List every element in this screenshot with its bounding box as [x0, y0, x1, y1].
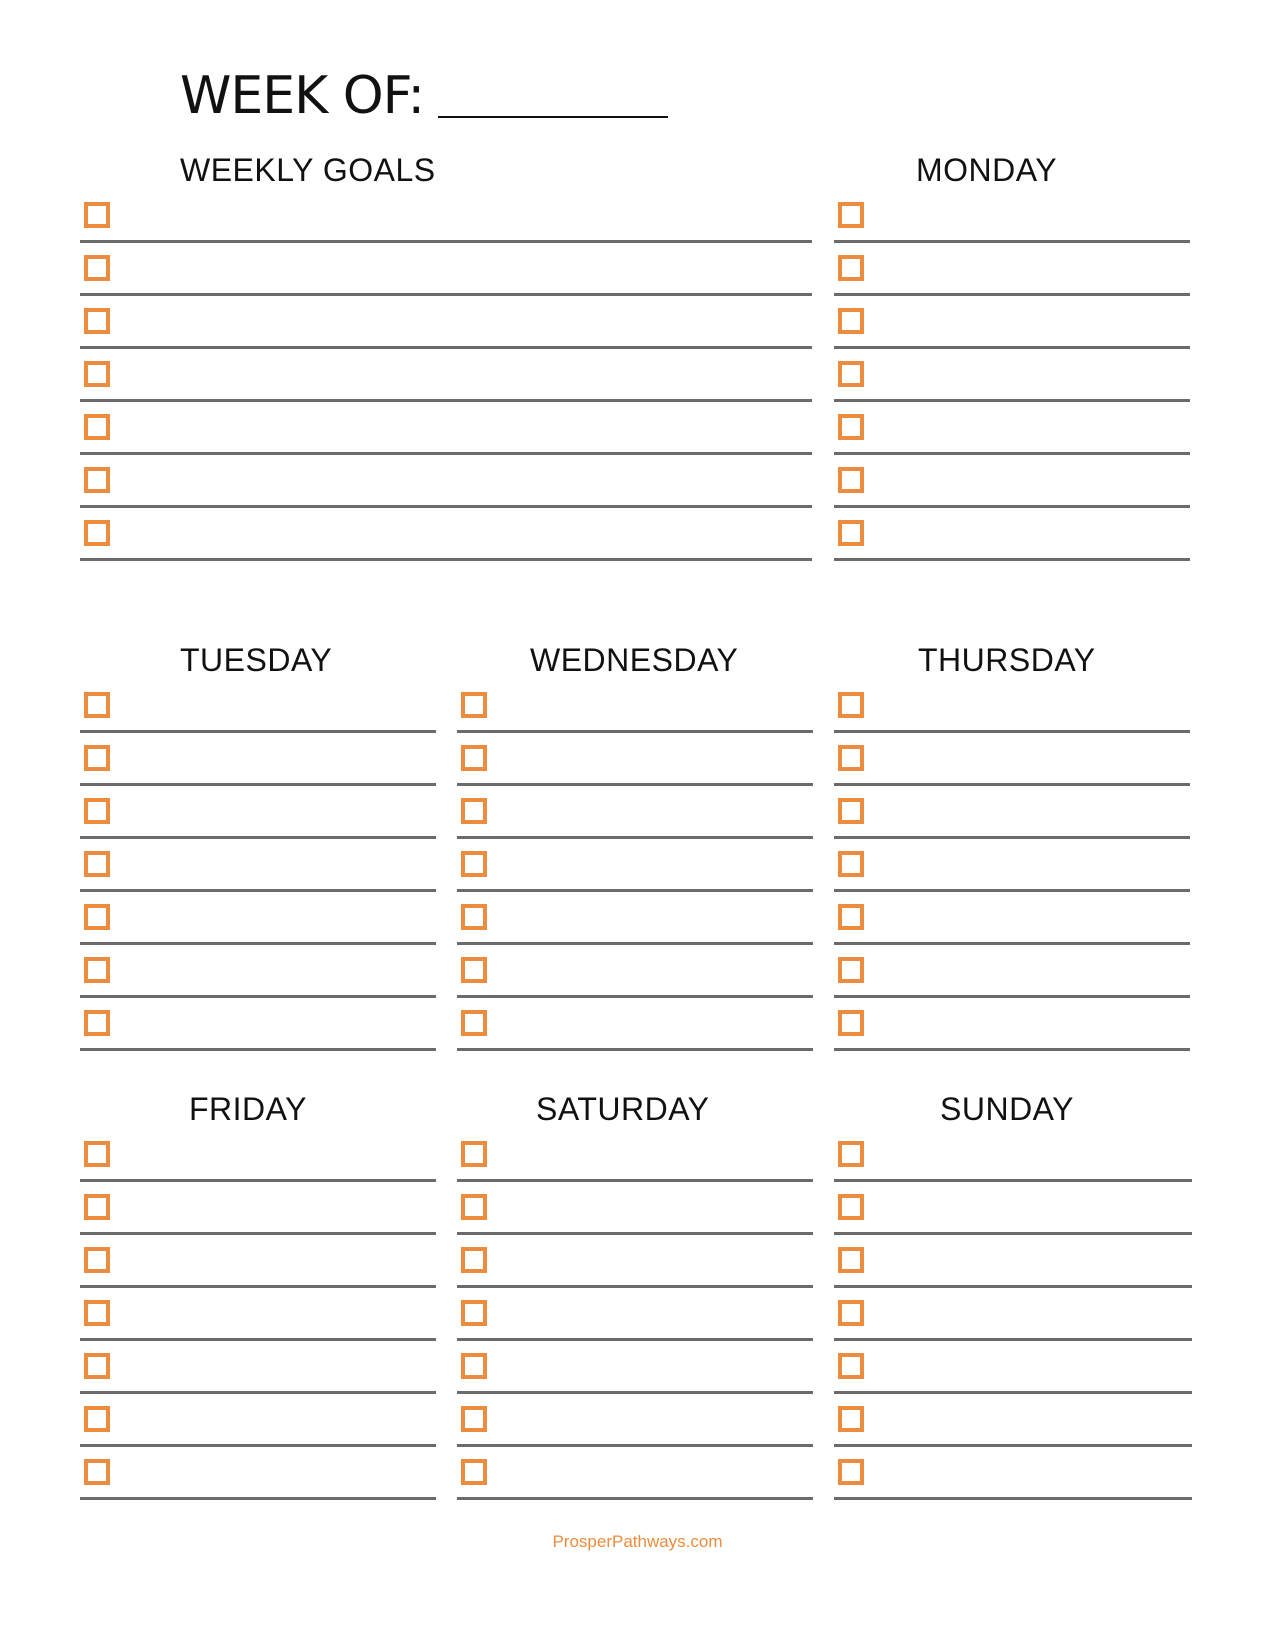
checkbox[interactable] [84, 414, 110, 440]
list-item[interactable] [834, 1447, 1192, 1500]
list-item[interactable] [834, 945, 1190, 998]
section-heading: WEDNESDAY [530, 642, 739, 678]
list-item[interactable] [80, 1394, 436, 1447]
list-item[interactable] [80, 1447, 436, 1500]
list-item[interactable] [80, 892, 436, 945]
list-item[interactable] [834, 839, 1190, 892]
list-item[interactable] [457, 1341, 813, 1394]
checkbox[interactable] [84, 520, 110, 546]
checkbox[interactable] [838, 255, 864, 281]
list-item[interactable] [834, 892, 1190, 945]
footer-website: ProsperPathways.com [552, 1532, 723, 1551]
checkbox[interactable] [84, 745, 110, 771]
list-item[interactable] [457, 998, 813, 1051]
checkbox[interactable] [84, 1300, 110, 1326]
list-item[interactable] [80, 296, 812, 349]
list-item[interactable] [834, 402, 1190, 455]
checkbox[interactable] [838, 1406, 864, 1432]
checkbox[interactable] [461, 1353, 487, 1379]
checkbox[interactable] [84, 308, 110, 334]
list-item[interactable] [80, 945, 436, 998]
checkbox[interactable] [84, 1406, 110, 1432]
week-of-blank-line[interactable] [438, 115, 668, 118]
list-item[interactable] [80, 1341, 436, 1394]
list-item[interactable] [834, 1235, 1192, 1288]
checkbox[interactable] [461, 1459, 487, 1485]
list-item[interactable] [80, 1235, 436, 1288]
list-item[interactable] [80, 1288, 436, 1341]
checkbox[interactable] [84, 255, 110, 281]
list-item[interactable] [457, 892, 813, 945]
checkbox[interactable] [84, 361, 110, 387]
list-item[interactable] [457, 1235, 813, 1288]
section-heading: WEEKLY GOALS [180, 152, 436, 188]
checkbox[interactable] [838, 1459, 864, 1485]
section-heading: SUNDAY [940, 1091, 1074, 1127]
list-item[interactable] [457, 945, 813, 998]
checkbox[interactable] [461, 904, 487, 930]
checkbox[interactable] [461, 1247, 487, 1273]
section-heading: FRIDAY [189, 1091, 307, 1127]
checkbox[interactable] [461, 745, 487, 771]
list-item[interactable] [80, 1182, 436, 1235]
checkbox[interactable] [838, 308, 864, 334]
checkbox[interactable] [461, 1300, 487, 1326]
list-item[interactable] [834, 733, 1190, 786]
list-item[interactable] [80, 786, 436, 839]
row-list [80, 190, 812, 561]
list-item[interactable] [457, 839, 813, 892]
list-item[interactable] [457, 1447, 813, 1500]
list-item[interactable] [457, 1129, 813, 1182]
list-item[interactable] [834, 455, 1190, 508]
list-item[interactable] [834, 680, 1190, 733]
list-item[interactable] [457, 733, 813, 786]
checkbox[interactable] [838, 467, 864, 493]
checkbox[interactable] [461, 1010, 487, 1036]
list-item[interactable] [834, 508, 1190, 561]
checkbox[interactable] [461, 1141, 487, 1167]
list-item[interactable] [834, 1341, 1192, 1394]
checkbox[interactable] [84, 1353, 110, 1379]
list-item[interactable] [834, 786, 1190, 839]
list-item[interactable] [80, 349, 812, 402]
row-list [834, 190, 1190, 561]
list-item[interactable] [834, 1182, 1192, 1235]
checkbox[interactable] [461, 692, 487, 718]
checkbox[interactable] [838, 1247, 864, 1273]
row-list [80, 680, 436, 1051]
list-item[interactable] [80, 402, 812, 455]
checkbox[interactable] [84, 467, 110, 493]
checkbox[interactable] [84, 1141, 110, 1167]
list-item[interactable] [80, 998, 436, 1051]
checkbox[interactable] [838, 745, 864, 771]
checkbox[interactable] [838, 520, 864, 546]
checkbox[interactable] [84, 1194, 110, 1220]
row-list [834, 1129, 1192, 1500]
checkbox[interactable] [838, 414, 864, 440]
list-item[interactable] [457, 680, 813, 733]
checkbox[interactable] [84, 904, 110, 930]
checkbox[interactable] [461, 851, 487, 877]
list-item[interactable] [834, 349, 1190, 402]
checkbox[interactable] [461, 957, 487, 983]
checkbox[interactable] [838, 1353, 864, 1379]
checkbox[interactable] [838, 692, 864, 718]
checkbox[interactable] [838, 904, 864, 930]
checkbox[interactable] [461, 798, 487, 824]
checkbox[interactable] [838, 1141, 864, 1167]
page-title: WEEK OF: [180, 66, 425, 126]
checkbox[interactable] [84, 692, 110, 718]
checkbox[interactable] [84, 1247, 110, 1273]
checkbox[interactable] [84, 1459, 110, 1485]
list-item[interactable] [80, 243, 812, 296]
row-list [457, 1129, 813, 1500]
checkbox[interactable] [838, 851, 864, 877]
list-item[interactable] [80, 839, 436, 892]
checkbox[interactable] [838, 1300, 864, 1326]
checkbox[interactable] [838, 202, 864, 228]
list-item[interactable] [834, 190, 1190, 243]
list-item[interactable] [80, 455, 812, 508]
row-list [834, 680, 1190, 1051]
checkbox[interactable] [84, 1010, 110, 1036]
list-item[interactable] [457, 1182, 813, 1235]
list-item[interactable] [80, 733, 436, 786]
list-item[interactable] [457, 1394, 813, 1447]
section-heading: THURSDAY [918, 642, 1096, 678]
checkbox[interactable] [838, 957, 864, 983]
list-item[interactable] [80, 508, 812, 561]
section-heading: SATURDAY [536, 1091, 710, 1127]
checkbox[interactable] [461, 1406, 487, 1432]
row-list [457, 680, 813, 1051]
checkbox[interactable] [838, 1194, 864, 1220]
checkbox[interactable] [838, 361, 864, 387]
list-item[interactable] [834, 1394, 1192, 1447]
checkbox[interactable] [84, 957, 110, 983]
list-item[interactable] [457, 786, 813, 839]
checkbox[interactable] [461, 1194, 487, 1220]
row-list [80, 1129, 436, 1500]
checkbox[interactable] [84, 798, 110, 824]
checkbox[interactable] [84, 851, 110, 877]
list-item[interactable] [834, 296, 1190, 349]
checkbox[interactable] [838, 798, 864, 824]
list-item[interactable] [80, 680, 436, 733]
checkbox[interactable] [84, 202, 110, 228]
section-heading: TUESDAY [180, 642, 333, 678]
list-item[interactable] [834, 243, 1190, 296]
list-item[interactable] [457, 1288, 813, 1341]
list-item[interactable] [834, 1129, 1192, 1182]
week-of-header [180, 52, 668, 126]
list-item[interactable] [834, 1288, 1192, 1341]
section-heading: MONDAY [916, 152, 1058, 188]
list-item[interactable] [80, 1129, 436, 1182]
list-item[interactable] [80, 190, 812, 243]
list-item[interactable] [834, 998, 1190, 1051]
checkbox[interactable] [838, 1010, 864, 1036]
